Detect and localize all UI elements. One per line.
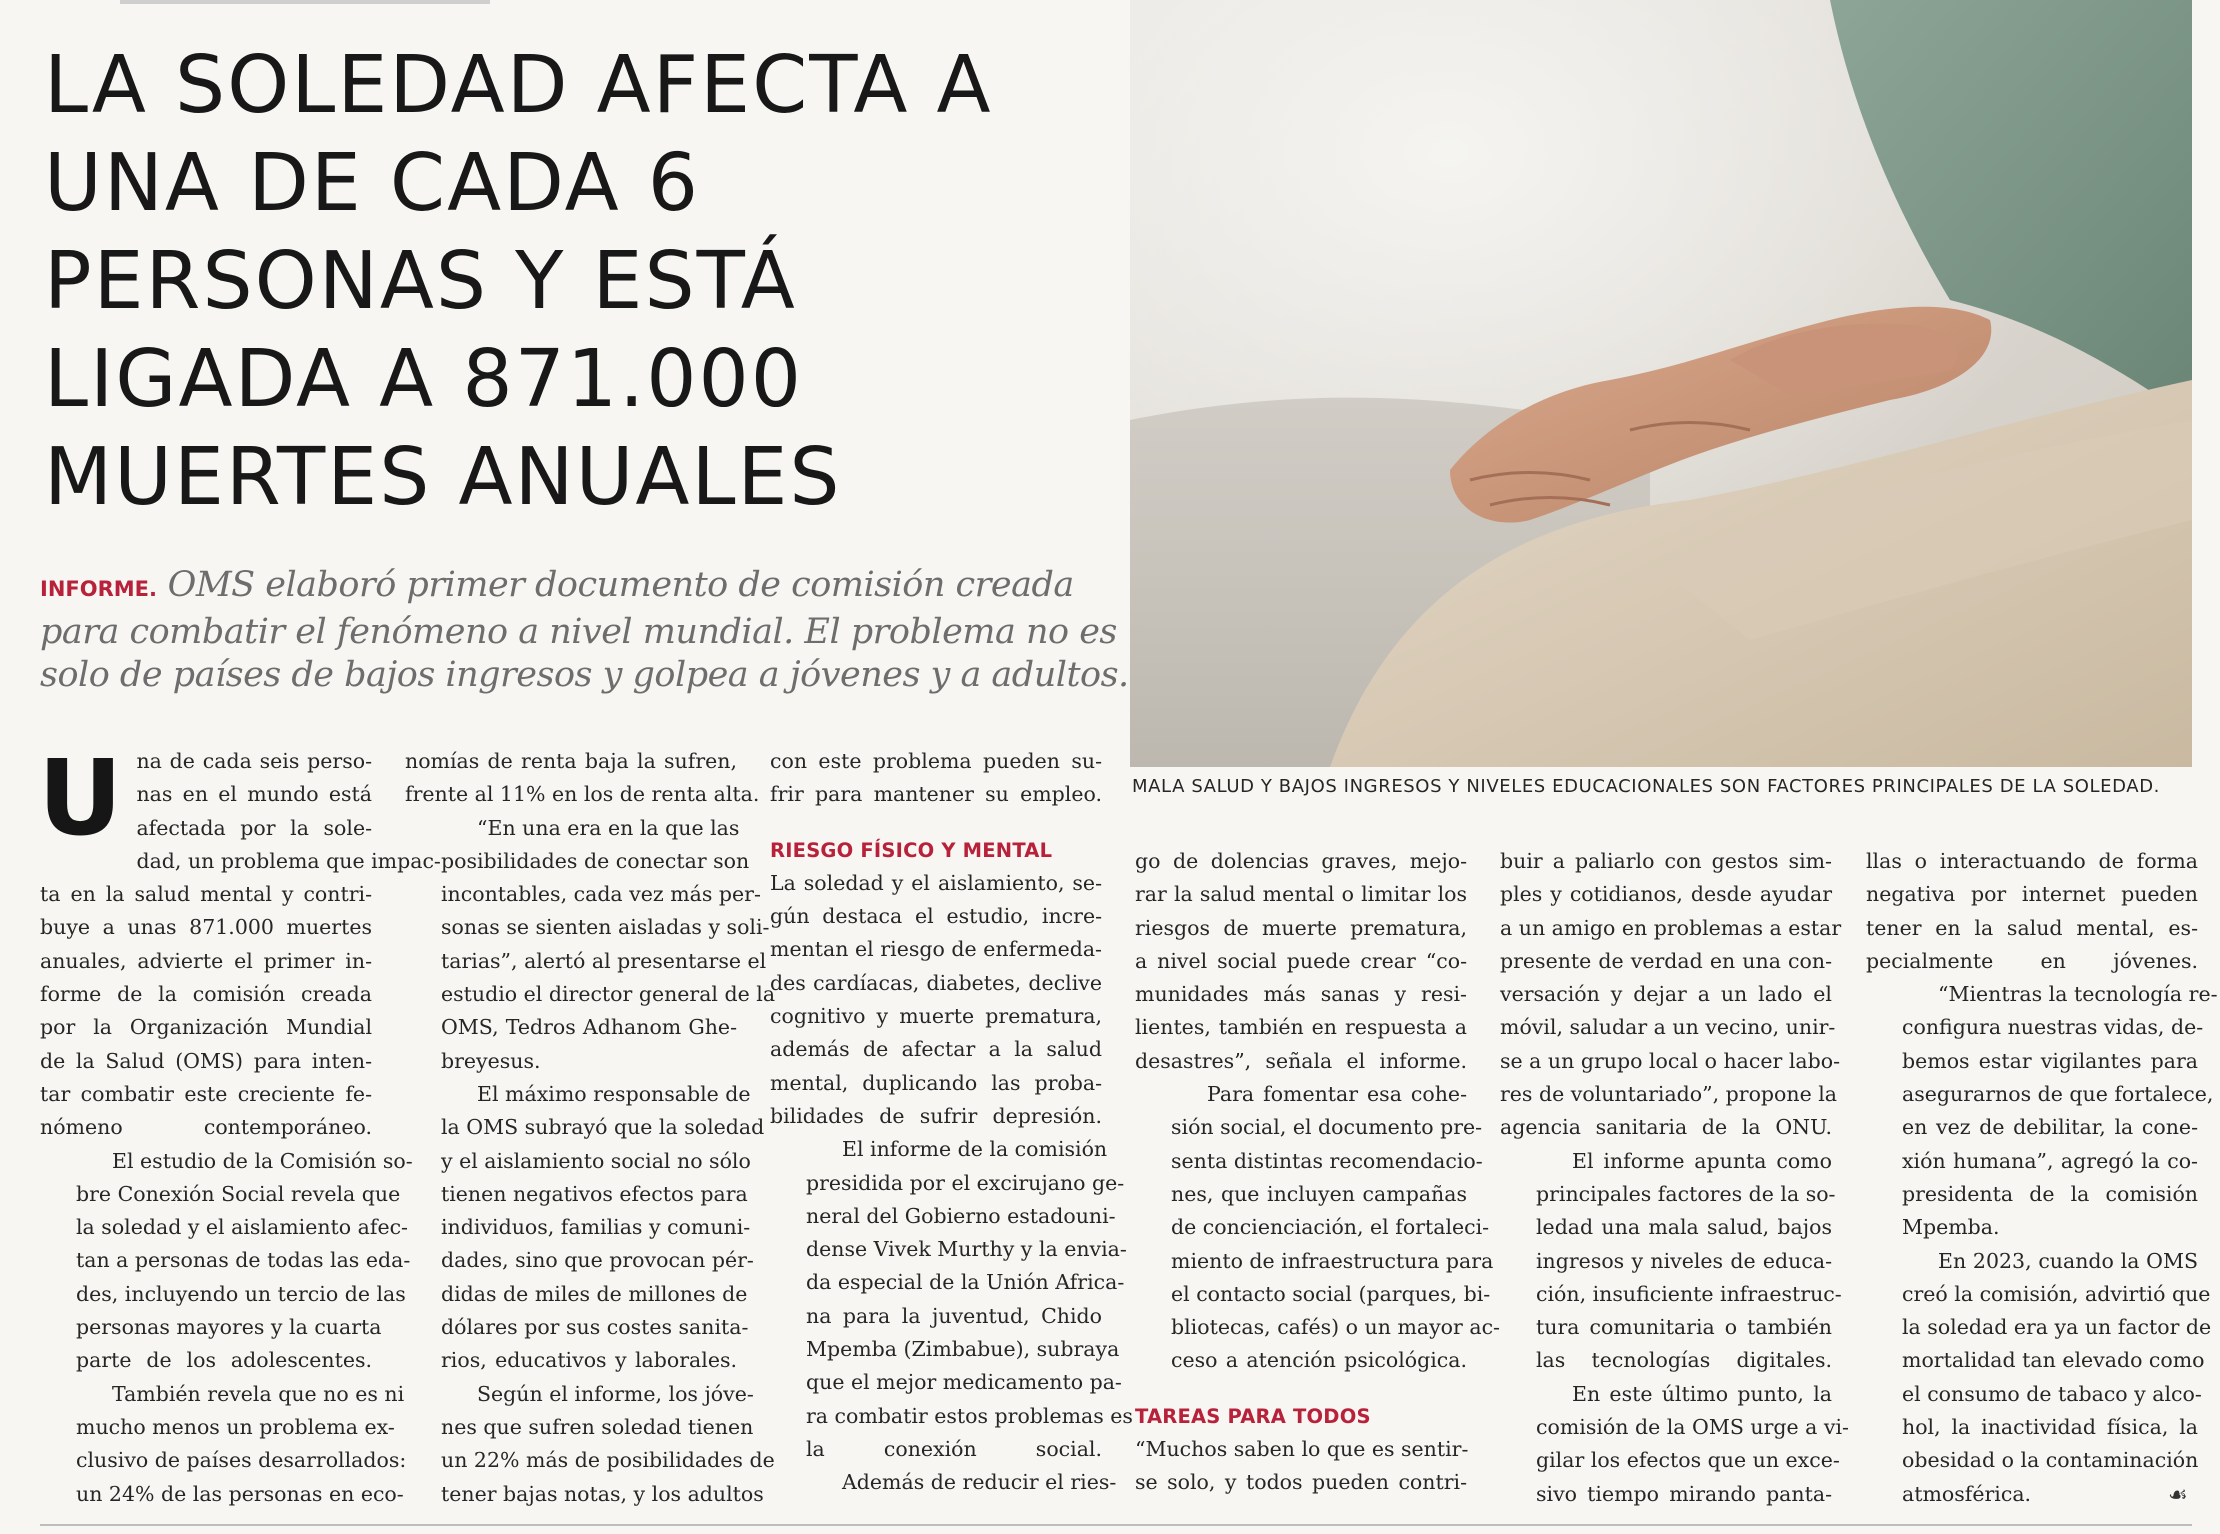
text-line: mental, duplicando las proba- (770, 1070, 1102, 1095)
article-column-5 (1500, 845, 1849, 1511)
paragraph (1866, 1245, 2212, 1511)
text-line: bliotecas, cafés) o un mayor ac- (1171, 1315, 1500, 1340)
text-line: parte de los adolescentes. (76, 1348, 372, 1373)
text-line: En 2023, cuando la OMS (1938, 1248, 2198, 1273)
text-line: creó la comisión, advirtió que (1902, 1281, 2211, 1306)
text-line: agencia sanitaria de la ONU. (1500, 1115, 1832, 1140)
paragraph (1500, 845, 1842, 1145)
text-line: móvil, saludar a un vecino, unir- (1500, 1015, 1836, 1040)
text-line: la soledad era ya un factor de (1902, 1315, 2212, 1340)
photo-illustration (1130, 0, 2192, 767)
text-line: mortalidad tan elevado como (1902, 1348, 2205, 1373)
text-line: presidenta de la comisión (1902, 1181, 2198, 1206)
text-line: mentan el riesgo de enfermeda- (770, 937, 1102, 962)
text-line: se a un grupo local o hacer labo- (1500, 1048, 1840, 1073)
paragraph (770, 745, 1102, 812)
text-line: El informe apunta como (1572, 1148, 1832, 1173)
paragraph (40, 1145, 413, 1378)
text-line: miento de infraestructura para (1171, 1248, 1494, 1273)
paragraph (1135, 845, 1467, 1078)
text-line: personas mayores y la cuarta (76, 1315, 382, 1340)
article-column-4 (1135, 845, 1500, 1500)
paragraph (770, 1133, 1133, 1466)
text-line: munidades más sanas y resi- (1135, 982, 1467, 1007)
text-line: da especial de la Unión Africa- (806, 1270, 1125, 1295)
text-line: individuos, familias y comuni- (441, 1215, 751, 1240)
text-line: desastres”, señala el informe. (1135, 1048, 1467, 1073)
paragraph (1135, 1078, 1500, 1378)
text-line: ta en la salud mental y contri- (40, 882, 372, 907)
text-line: sivo tiempo mirando panta- (1536, 1481, 1832, 1506)
headline-line: PERSONAS Y ESTÁ (44, 235, 797, 327)
text-line: lientes, también en respuesta a (1135, 1015, 1467, 1040)
text-line: neral del Gobierno estadouni- (806, 1203, 1116, 1228)
text-line: tienen negativos efectos para (441, 1181, 748, 1206)
text-line: un 22% más de posibilidades de (441, 1448, 775, 1473)
text-line: principales factores de la so- (1536, 1181, 1836, 1206)
text-line: dólares por sus costes sanita- (441, 1315, 749, 1340)
text-line: Además de reducir el ries- (842, 1470, 1117, 1495)
text-line: “Mientras la tecnología re- (1938, 982, 2218, 1007)
headline-line: LIGADA A 871.000 (44, 333, 804, 425)
paragraph (770, 867, 1102, 1133)
text-line: por la Organización Mundial (40, 1015, 372, 1040)
article-column-6 (1866, 845, 2218, 1511)
text-line: Mpemba. (1902, 1215, 2000, 1240)
text-line: mucho menos un problema ex- (76, 1414, 395, 1439)
text-line: rar la salud mental o limitar los (1135, 882, 1467, 907)
text-line: na para la juventud, Chido (806, 1303, 1102, 1328)
text-line: tan a personas de todas las eda- (76, 1248, 411, 1273)
text-line: el contacto social (parques, bi- (1171, 1281, 1491, 1306)
text-line: Según el informe, los jóve- (477, 1381, 754, 1406)
text-line: frente al 11% en los de renta alta. (405, 782, 760, 807)
text-line: En este último punto, la (1572, 1381, 1832, 1406)
paragraph (770, 1466, 1117, 1499)
text-line: comisión de la OMS urge a vi- (1536, 1415, 1849, 1440)
text-line: nes, que incluyen campañas (1171, 1181, 1467, 1206)
text-line: presidida por el excirujano ge- (806, 1170, 1125, 1195)
text-line: de concienciación, el fortaleci- (1171, 1215, 1490, 1240)
deck-line: para combatir el fenómeno a nivel mundial. El problema no es (40, 612, 1117, 652)
paragraph (1866, 978, 2218, 1244)
dropcap: U (38, 737, 123, 859)
text-line: gilar los efectos que un exce- (1536, 1448, 1840, 1473)
text-line: Mpemba (Zimbabue), subraya (806, 1337, 1120, 1362)
text-line: ra combatir estos problemas es (806, 1403, 1133, 1428)
text-line: También revela que no es ni (112, 1381, 405, 1406)
text-line: asegurarnos de que fortalece, (1902, 1082, 2214, 1107)
paragraph (1500, 1378, 1849, 1511)
text-line: tener en la salud mental, es- (1866, 915, 2198, 940)
text-line: estudio el director general de la (441, 982, 776, 1007)
paragraph (405, 812, 776, 1078)
text-line: forme de la comisión creada (40, 982, 372, 1007)
text-line: buir a paliarlo con gestos sim- (1500, 849, 1832, 873)
text-line: posibilidades de conectar son (441, 848, 750, 873)
text-line: rios, educativos y laborales. (441, 1348, 737, 1373)
text-line: sión social, el documento pre- (1171, 1115, 1483, 1140)
text-line: tar combatir este creciente fe- (40, 1081, 372, 1106)
subheading-riesgo: RIESGO FÍSICO Y MENTAL (770, 838, 1053, 862)
text-line: el consumo de tabaco y alco- (1902, 1381, 2202, 1406)
text-line: que el mejor medicamento pa- (806, 1370, 1122, 1395)
text-line: xión humana”, agregó la co- (1902, 1148, 2198, 1173)
text-line: ples y cotidianos, desde ayudar (1500, 882, 1832, 907)
text-line: negativa por internet pueden (1866, 882, 2198, 907)
article-column-1 (38, 737, 441, 1511)
text-line: senta distintas recomendacio- (1171, 1148, 1483, 1173)
text-line: nómeno contemporáneo. (40, 1115, 372, 1140)
text-line: presente de verdad en una con- (1500, 948, 1832, 973)
text-line: tener bajas notas, y los adultos (441, 1481, 764, 1506)
text-line: didas de miles de millones de (441, 1281, 748, 1306)
text-line: gún destaca el estudio, incre- (770, 904, 1102, 929)
paragraph (405, 1378, 775, 1511)
headline-line: LA SOLEDAD AFECTA A (44, 39, 993, 131)
text-line: OMS, Tedros Adhanom Ghe- (441, 1015, 737, 1040)
article-column-3 (770, 745, 1133, 1500)
text-line: bemos estar vigilantes para (1902, 1048, 2198, 1073)
text-line: las tecnologías digitales. (1536, 1348, 1832, 1373)
text-line: buye a unas 871.000 muertes (40, 915, 372, 940)
text-line: res de voluntariado”, propone la (1500, 1082, 1837, 1107)
hands-clasped-photo (1130, 0, 2192, 767)
deck-line: solo de países de bajos ingresos y golpea a jóvenes y a adultos. (40, 655, 1129, 695)
text-line: go de dolencias graves, mejo- (1135, 849, 1467, 873)
text-line: sonas se sienten aisladas y soli- (441, 915, 770, 940)
headline-line: MUERTES ANUALES (44, 431, 842, 523)
headline (44, 36, 1134, 526)
text-line: la OMS subrayó que la soledad (441, 1115, 765, 1140)
text-line: Para fomentar esa cohe- (1207, 1082, 1467, 1107)
deck-line (40, 564, 1090, 611)
text-line: y el aislamiento social no sólo (441, 1148, 751, 1173)
text-line: atmosférica. (1902, 1481, 2032, 1506)
text-line: nas en el mundo está (136, 782, 372, 807)
text-line: anuales, advierte el primer in- (40, 948, 372, 973)
text-line: la soledad y el aislamiento afec- (76, 1215, 408, 1240)
text-line: además de afectar a la salud (770, 1037, 1102, 1062)
text-line: dad, un problema que impac- (136, 848, 441, 873)
text-line: “Muchos saben lo que es sentir- (1135, 1437, 1469, 1462)
text-line: se solo, y todos pueden contri- (1135, 1470, 1467, 1495)
deck-text: OMS elaboró primer documento de comisión creada (167, 565, 1074, 605)
section-tag: INFORME. (40, 577, 157, 601)
text-line: a un amigo en problemas a estar (1500, 915, 1842, 940)
text-line: na de cada seis perso- (136, 749, 372, 773)
text-line: llas o interactuando de forma (1866, 849, 2198, 873)
text-line: dense Vivek Murthy y la envia- (806, 1237, 1127, 1262)
end-of-article-mark-icon: ☙ (2168, 1483, 2188, 1508)
text-line: La soledad y el aislamiento, se- (770, 870, 1102, 895)
text-line: des cardíacas, diabetes, declive (770, 970, 1102, 995)
text-line: un 24% de las personas en eco- (76, 1481, 404, 1506)
text-line: ingresos y niveles de educa- (1536, 1248, 1832, 1273)
text-line: la conexión social. (806, 1436, 1102, 1461)
text-line: incontables, cada vez más per- (441, 882, 761, 907)
text-line: pecialmente en jóvenes. (1866, 948, 2198, 973)
deck-subtitle (40, 564, 1129, 697)
text-line: tarias”, alertó al presentarse el (441, 948, 767, 973)
article-column-2 (405, 745, 776, 1511)
text-line: afectada por la sole- (136, 815, 372, 840)
text-line: riesgos de muerte prematura, (1135, 915, 1467, 940)
text-line: tura comunitaria o también (1536, 1315, 1832, 1340)
paragraph (1866, 845, 2198, 978)
text-line: nomías de renta baja la sufren, (405, 749, 737, 773)
text-line: cognitivo y muerte prematura, (770, 1004, 1102, 1029)
headline-line: UNA DE CADA 6 (44, 137, 700, 229)
text-line: El informe de la comisión (842, 1137, 1108, 1162)
text-line: en vez de debilitar, la cone- (1902, 1115, 2198, 1140)
paragraph (405, 745, 760, 812)
text-line: hol, la inactividad física, la (1902, 1415, 2198, 1440)
text-line: El estudio de la Comisión so- (112, 1148, 413, 1173)
text-line: clusivo de países desarrollados: (76, 1448, 407, 1473)
text-line: dades, sino que provocan pér- (441, 1248, 754, 1273)
text-line: El máximo responsable de (477, 1081, 751, 1106)
text-line: versación y dejar a un lado el (1500, 982, 1832, 1007)
text-line: nes que sufren soledad tienen (441, 1414, 754, 1439)
text-line: frir para mantener su empleo. (770, 782, 1102, 807)
text-line: configura nuestras vidas, de- (1902, 1015, 2204, 1040)
text-line: bre Conexión Social revela que (76, 1181, 401, 1206)
text-line: con este problema pueden su- (770, 749, 1102, 773)
paragraph (40, 1378, 407, 1511)
text-line: “En una era en la que las (477, 815, 740, 840)
paragraph (405, 1078, 765, 1378)
text-line: ceso a atención psicológica. (1171, 1348, 1467, 1373)
paragraph (1500, 1145, 1842, 1378)
top-rule (120, 0, 490, 4)
text-line: ledad una mala salud, bajos (1536, 1215, 1832, 1240)
bottom-rule (40, 1524, 2192, 1526)
text-line: obesidad o la contaminación (1902, 1448, 2199, 1473)
subheading-tareas: TAREAS PARA TODOS (1135, 1404, 1371, 1428)
text-line: breyesus. (441, 1048, 541, 1073)
text-line: de la Salud (OMS) para inten- (40, 1048, 372, 1073)
text-line: a nivel social puede crear “co- (1135, 948, 1467, 973)
text-line: bilidades de sufrir depresión. (770, 1103, 1102, 1128)
paragraph (1135, 1433, 1467, 1500)
text-line: des, incluyendo un tercio de las (76, 1281, 406, 1306)
text-line: ción, insuficiente infraestruc- (1536, 1281, 1842, 1306)
photo-caption: MALA SALUD Y BAJOS INGRESOS Y NIVELES EDUCACIONALES SON FACTORES PRINCIPALES DE LA SOLEDAD. (1132, 776, 2160, 797)
